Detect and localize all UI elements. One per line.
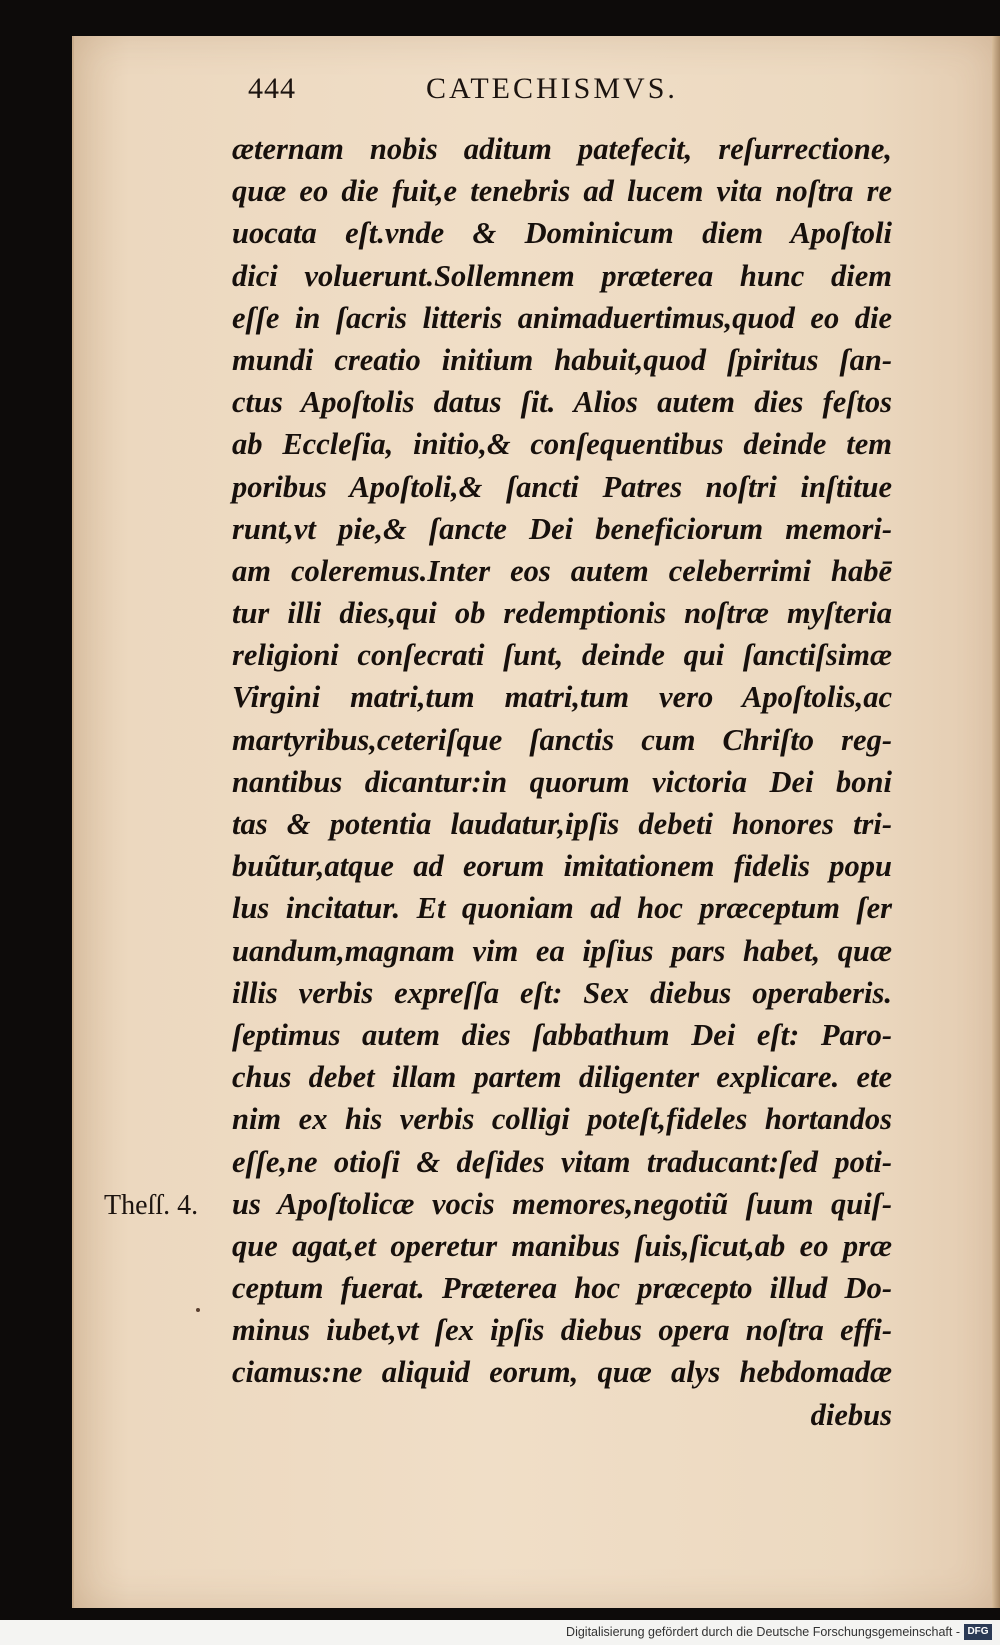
running-title: CATECHISMVS. — [426, 72, 678, 105]
text-line: chus debet illam partem diligenter explicare. ete — [232, 1060, 892, 1095]
text-line: ceptum fuerat. Præterea hoc præcepto illud Do- — [232, 1271, 892, 1306]
text-line: poribus Apoſtoli,& ſancti Patres noſtri inſtitue — [232, 469, 892, 504]
page-header — [248, 68, 808, 118]
text-line: religioni conſecrati ſunt, deinde qui ſanctiſsimæ — [232, 638, 892, 673]
text-line: ſeptimus autem dies ſabbathum Dei eſt: Paro- — [232, 1017, 892, 1052]
text-line: runt,vt pie,& ſancte Dei beneficiorum memori- — [232, 511, 892, 546]
body-text — [232, 128, 892, 1436]
text-line: eſſe in ſacris litteris animaduertimus,quod eo die — [232, 300, 892, 335]
text-line: ab Eccleſia, initio,& conſequentibus deinde tem — [232, 427, 892, 462]
text-line: æternam nobis aditum patefecit, reſurrectione, — [232, 132, 892, 166]
text-line: am coleremus.Inter eos autem celeberrimi habē — [232, 553, 892, 588]
text-line: uocata eſt.vnde & Dominicum diem Apoſtoli — [232, 216, 892, 251]
text-line: ctus Apoſtolis datus ſit. Alios autem dies feſtos — [232, 385, 892, 420]
ink-speck — [196, 1308, 200, 1312]
text-line: que agat,et operetur manibus ſuis,ſicut,ab eo præ — [232, 1228, 892, 1263]
page-number: 444 — [248, 72, 296, 105]
text-line: ciamus:ne aliquid eorum, quæ alys hebdomadæ — [232, 1355, 892, 1390]
funding-credit: Digitalisierung gefördert durch die Deutsche Forschungsgemeinschaft - — [566, 1625, 960, 1639]
text-line: tur illi dies,qui ob redemptionis noſtræ myſteria — [232, 596, 892, 631]
text-line: martyribus,ceteriſque ſanctis cum Chriſto reg- — [232, 722, 892, 757]
text-line: eſſe,ne otioſi & deſides vitam traducant:ſed poti- — [232, 1144, 892, 1179]
margin-note: Theſſ. 4. — [104, 1190, 199, 1221]
text-line: tas & potentia laudatur,ipſis debeti honores tri- — [232, 807, 892, 841]
text-line: uandum,magnam vim ea ipſius pars habet, quæ — [232, 933, 892, 968]
footer — [0, 1620, 1000, 1645]
dfg-logo: DFG — [964, 1624, 992, 1640]
text-line: buũtur,atque ad eorum imitationem fidelis popu — [232, 849, 892, 884]
text-line: quæ eo die fuit,e tenebris ad lucem vita noſtra re — [232, 174, 892, 209]
text-line: nantibus dicantur:in quorum victoria Dei boni — [232, 764, 892, 799]
text-line: lus incitatur. Et quoniam ad hoc præceptum ſer — [232, 891, 892, 926]
text-line: minus iubet,vt ſex ipſis diebus opera noſtra effi- — [232, 1313, 892, 1348]
text-line: dici voluerunt.Sollemnem præterea hunc diem — [232, 258, 892, 293]
catchword: diebus — [810, 1397, 892, 1432]
text-line: Virgini matri,tum matri,tum vero Apoſtolis,ac — [232, 680, 892, 715]
text-line: mundi creatio initium habuit,quod ſpiritus ſan- — [232, 342, 892, 377]
page-edge — [992, 36, 1000, 1608]
text-line: illis verbis expreſſa eſt: Sex diebus operaberis. — [232, 975, 892, 1010]
text-line: us Apoſtolicæ vocis memores,negotiũ ſuum quiſ- — [232, 1186, 892, 1221]
text-line: nim ex his verbis colligi poteſt,fideles hortandos — [232, 1102, 892, 1137]
